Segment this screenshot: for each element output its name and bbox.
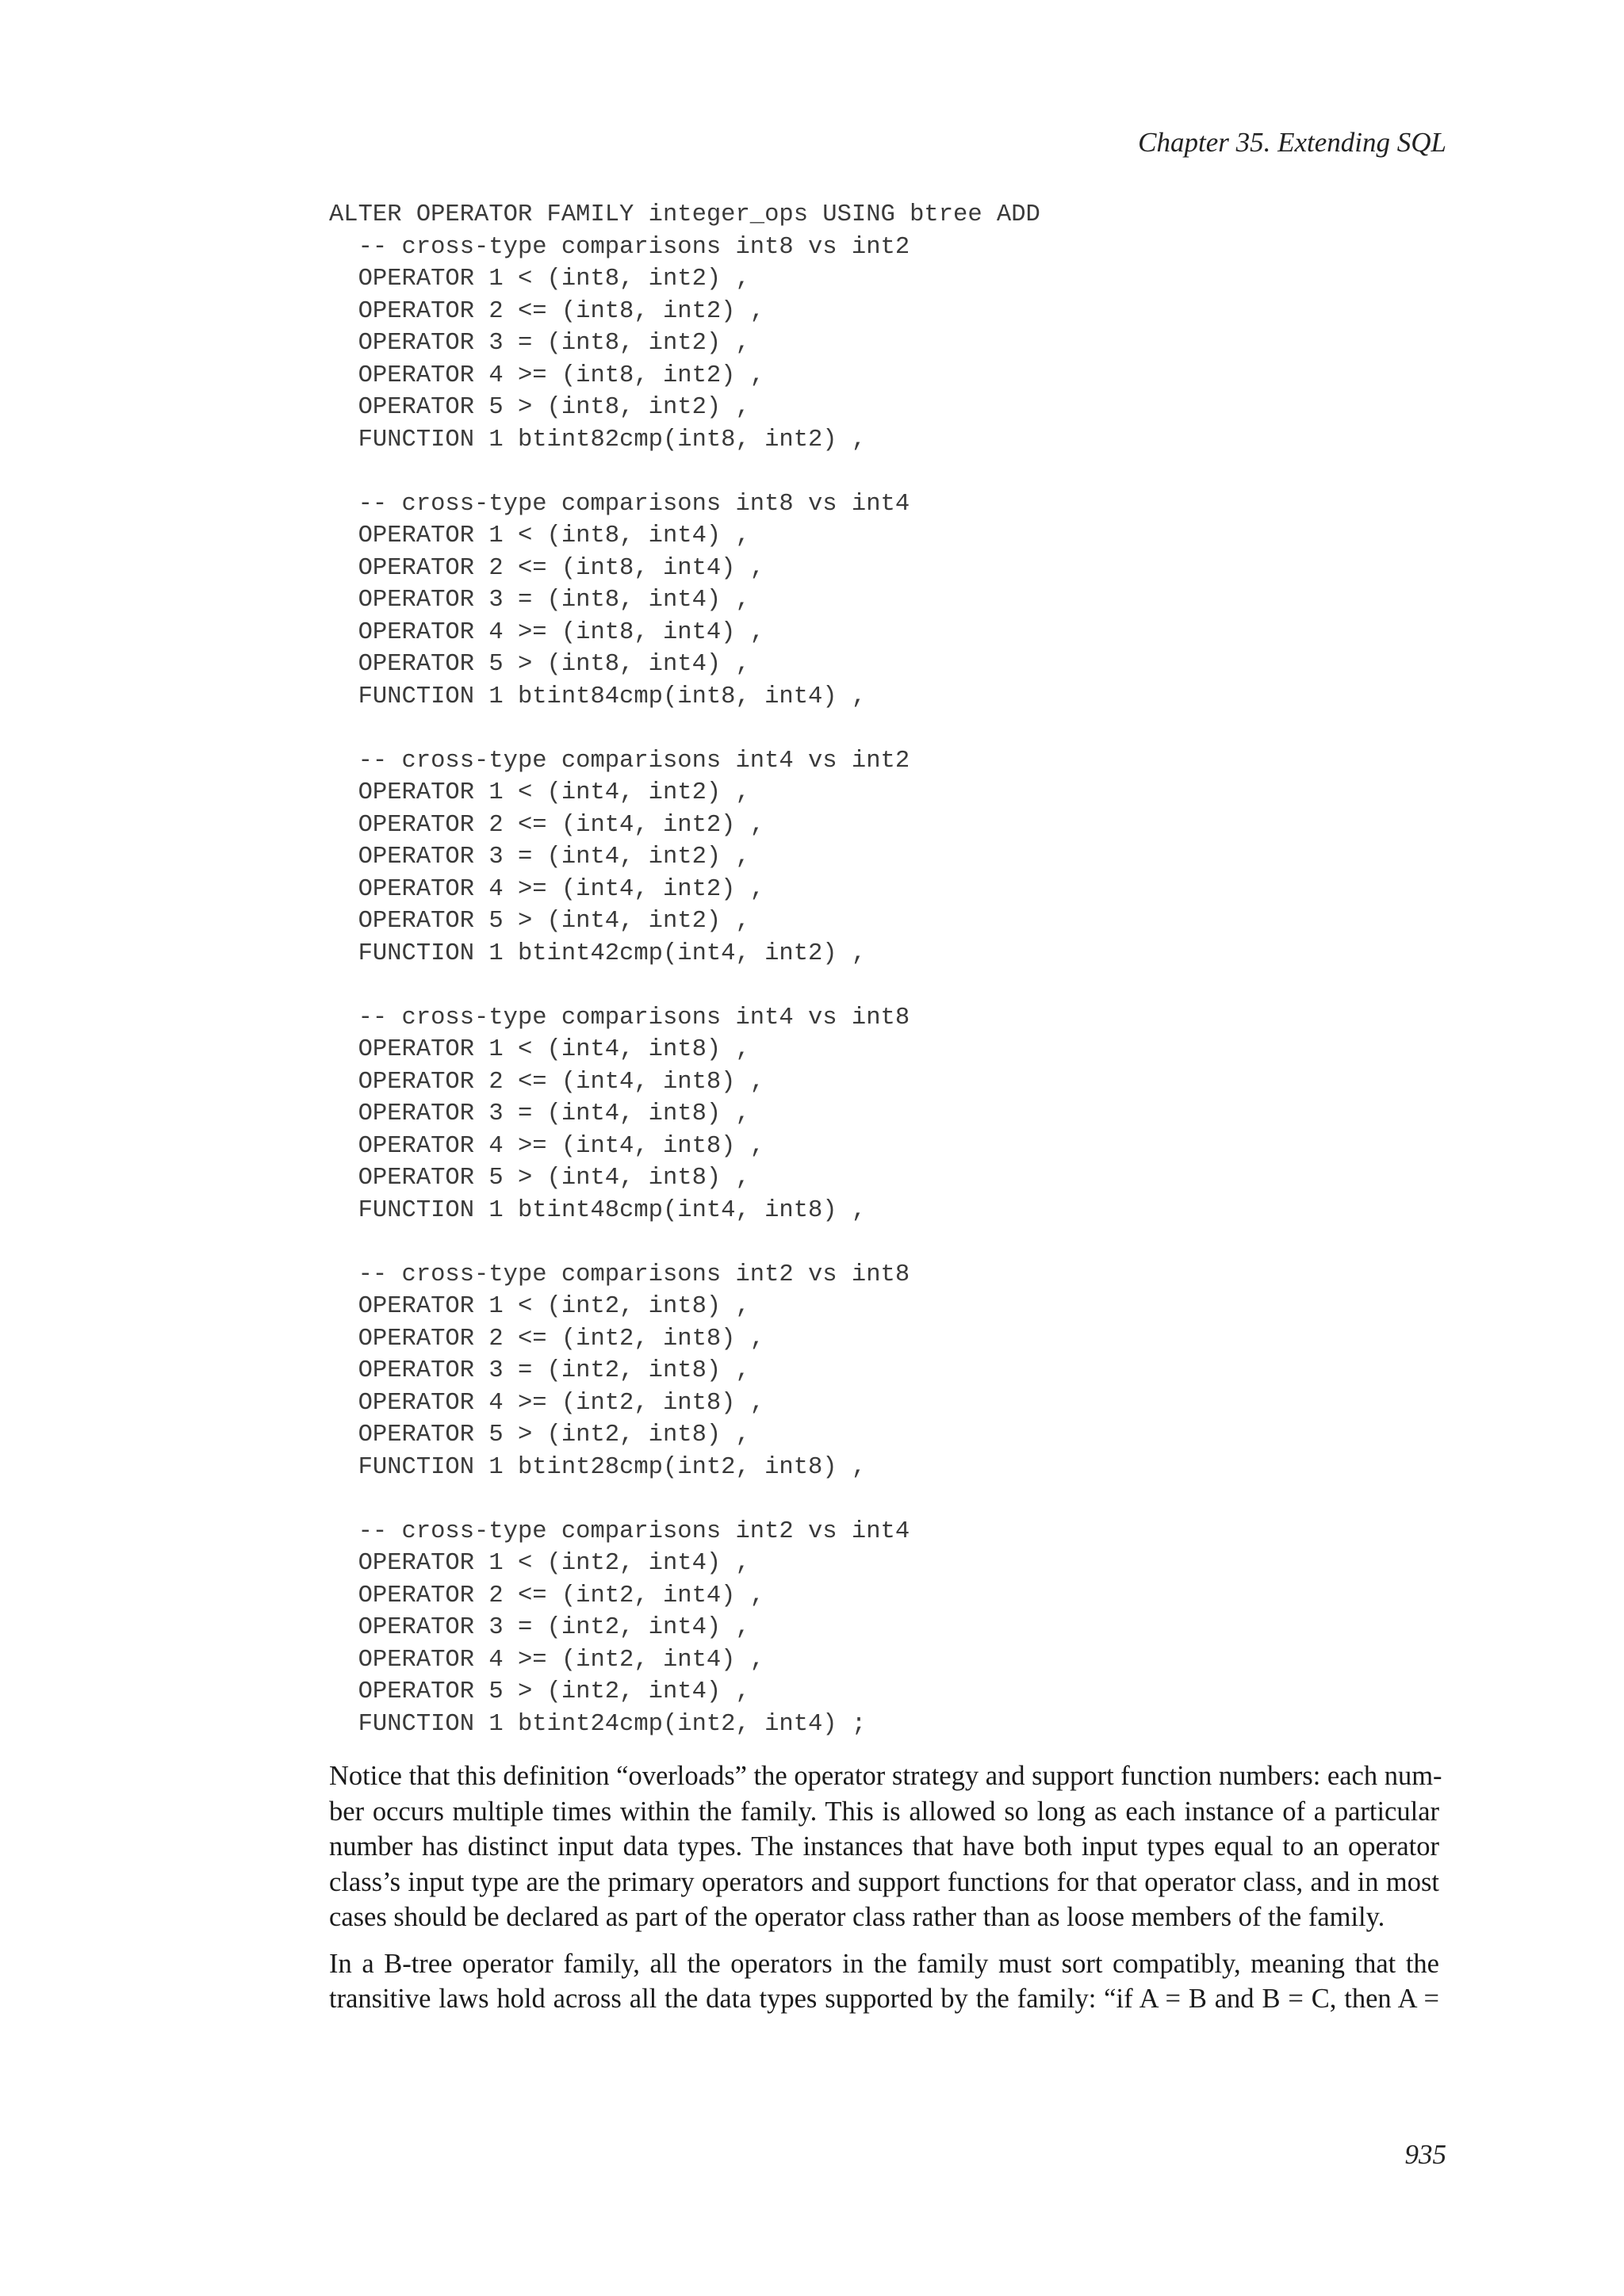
code-line: -- cross-type comparisons int4 vs int2 (329, 747, 910, 775)
text-line: transitive laws hold across all the data types supported by the family: “if A = B and B = C, then A = (329, 1984, 1439, 2014)
code-line: OPERATOR 5 > (int4, int2) , (329, 908, 750, 935)
text-line: In a B-tree operator family, all the operators in the family must sort compatibly, meaning that the (329, 1948, 1439, 1979)
text-line: cases should be declared as part of the operator class rather than as loose members of the family. (329, 1902, 1385, 1932)
text-line: number has distinct input data types. The instances that have both input types equal to an operator (329, 1831, 1439, 1862)
code-line: ALTER OPERATOR FAMILY integer_ops USING btree ADD (329, 201, 1040, 228)
code-line: OPERATOR 1 < (int4, int2) , (329, 779, 750, 806)
code-line: OPERATOR 4 >= (int8, int2) , (329, 362, 765, 389)
paragraph-btree-sorting (329, 1946, 1439, 2017)
code-line: OPERATOR 3 = (int8, int2) , (329, 330, 750, 357)
code-line: OPERATOR 5 > (int8, int4) , (329, 651, 750, 678)
text-line: Notice that this definition “overloads” the operator strategy and support function numbers: each num- (329, 1761, 1442, 1791)
code-line: -- cross-type comparisons int8 vs int2 (329, 233, 910, 261)
running-header: Chapter 35. Extending SQL (1138, 127, 1446, 158)
code-line: OPERATOR 2 <= (int8, int2) , (329, 297, 765, 325)
text-line: class’s input type are the primary operators and support functions for that operator class, and in most (329, 1866, 1439, 1897)
code-line (329, 1226, 1040, 1259)
code-line: OPERATOR 2 <= (int4, int2) , (329, 811, 765, 839)
code-line: OPERATOR 2 <= (int8, int4) , (329, 554, 765, 582)
body-text (329, 1758, 1442, 2028)
code-line: -- cross-type comparisons int4 vs int8 (329, 1004, 910, 1031)
code-line: OPERATOR 3 = (int4, int2) , (329, 844, 750, 871)
code-line: FUNCTION 1 btint48cmp(int4, int8) , (329, 1196, 867, 1224)
code-line: -- cross-type comparisons int2 vs int4 (329, 1517, 910, 1545)
code-listing (329, 199, 1040, 1740)
code-line (329, 713, 1040, 745)
code-line (329, 456, 1040, 488)
code-line: OPERATOR 2 <= (int2, int8) , (329, 1325, 765, 1353)
code-line: FUNCTION 1 btint28cmp(int2, int8) , (329, 1453, 867, 1481)
paragraph-overloads (329, 1758, 1442, 1935)
code-line: OPERATOR 4 >= (int2, int8) , (329, 1389, 765, 1417)
code-line: -- cross-type comparisons int2 vs int8 (329, 1261, 910, 1288)
code-line: OPERATOR 1 < (int8, int4) , (329, 522, 750, 549)
code-line: OPERATOR 4 >= (int4, int8) , (329, 1132, 765, 1160)
code-line: OPERATOR 1 < (int8, int2) , (329, 266, 750, 293)
code-line: OPERATOR 2 <= (int4, int8) , (329, 1068, 765, 1096)
code-line: FUNCTION 1 btint42cmp(int4, int2) , (329, 939, 867, 967)
code-line: OPERATOR 4 >= (int4, int2) , (329, 875, 765, 903)
code-line: OPERATOR 3 = (int4, int8) , (329, 1100, 750, 1127)
page-number: 935 (1404, 2139, 1446, 2170)
code-line: OPERATOR 1 < (int2, int8) , (329, 1293, 750, 1320)
code-line: FUNCTION 1 btint82cmp(int8, int2) , (329, 426, 867, 453)
code-line: OPERATOR 4 >= (int8, int4) , (329, 618, 765, 646)
text-line: ber occurs multiple times within the family. This is allowed so long as each instance of a particular (329, 1796, 1439, 1827)
code-line: OPERATOR 3 = (int2, int8) , (329, 1357, 750, 1384)
code-line (329, 1483, 1040, 1516)
code-line: FUNCTION 1 btint84cmp(int8, int4) , (329, 683, 867, 710)
code-line: OPERATOR 5 > (int8, int2) , (329, 394, 750, 421)
code-line: OPERATOR 3 = (int2, int4) , (329, 1614, 750, 1641)
code-line: OPERATOR 1 < (int4, int8) , (329, 1036, 750, 1063)
code-line (329, 970, 1040, 1002)
code-line: OPERATOR 1 < (int2, int4) , (329, 1550, 750, 1577)
code-line: OPERATOR 5 > (int2, int8) , (329, 1422, 750, 1448)
code-line: FUNCTION 1 btint24cmp(int2, int4) ; (329, 1710, 867, 1738)
code-line: OPERATOR 4 >= (int2, int4) , (329, 1646, 765, 1674)
code-line: -- cross-type comparisons int8 vs int4 (329, 490, 910, 518)
code-line: OPERATOR 3 = (int8, int4) , (329, 587, 750, 614)
code-line: OPERATOR 2 <= (int2, int4) , (329, 1582, 765, 1609)
code-line: OPERATOR 5 > (int2, int4) , (329, 1678, 750, 1705)
code-line: OPERATOR 5 > (int4, int8) , (329, 1165, 750, 1192)
